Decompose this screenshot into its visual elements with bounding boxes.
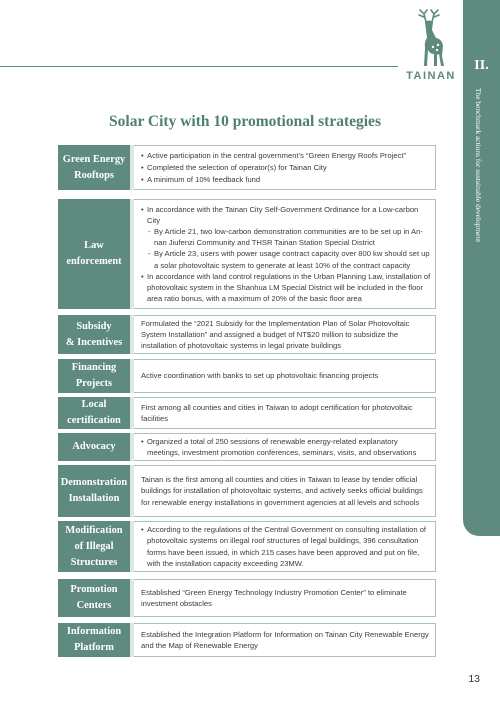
strategy-label: Advocacy bbox=[58, 433, 134, 461]
strategy-label: Financing Projects bbox=[58, 359, 134, 393]
content-text: Tainan is the first among all counties and cities in Taiwan to lease by tender official buildings for installation of photovoltaic systems, and actively seeks official buildings for renewable energy installations in government agencies at all levels and schools bbox=[141, 475, 423, 507]
strategy-label: Promotion Centers bbox=[58, 579, 134, 617]
strategy-label: Local certification bbox=[58, 397, 134, 429]
content-text: Formulated the “2021 Subsidy for the Implementation Plan of Solar Photovoltaic System Installation” and assigned a budget of NT$20 million to subsidize the installation of photovoltaic systems in legal private buildings bbox=[141, 318, 410, 351]
bullet-item: • In accordance with the Tainan City Self-Government Ordinance for a Low-carbon City bbox=[141, 204, 431, 226]
chapter-number: II. bbox=[474, 58, 489, 73]
chapter-title: The benchmark actions for sustainable development bbox=[474, 88, 483, 243]
sub-item: - By Article 23, users with power usage contract capacity over 800 kw should set up a solar photovoltaic system to generate at least 10% of the contract capacity bbox=[141, 248, 431, 270]
bullet-item: • Active participation in the central government’s “Green Energy Roofs Project” bbox=[141, 150, 431, 161]
strategy-content bbox=[134, 433, 436, 461]
strategy-content bbox=[134, 397, 436, 429]
strategy-row bbox=[58, 579, 436, 617]
strategy-row bbox=[58, 315, 436, 354]
strategy-label: Demonstration Installation bbox=[58, 465, 134, 517]
bullet-item: • According to the regulations of the Central Government on consulting installation of photovoltaic systems on illegal roof structures of legal buildings, 396 consultation forms have been issued, in which 215 cases have been approved and put on file, with the installation capacity exceeding 23MW. bbox=[141, 524, 431, 569]
strategy-row bbox=[58, 623, 436, 657]
strategy-row bbox=[58, 433, 436, 461]
content-text: Established “Green Energy Technology Industry Promotion Center” to eliminate investment obstacles bbox=[141, 587, 407, 608]
strategy-content bbox=[134, 465, 436, 517]
strategy-row bbox=[58, 199, 436, 309]
strategy-label: Green Energy Rooftops bbox=[58, 145, 134, 190]
content-text: Established the Integration Platform for Information on Tainan City Renewable Energy and the Map of Renewable Energy bbox=[141, 629, 429, 650]
sub-item: - By Article 21, two low-carbon demonstration communities are to be set up in An-nan Jiufenzi Community and THSR Tainan Station Special District bbox=[141, 226, 431, 248]
strategy-label: Modification of Illegal Structures bbox=[58, 521, 134, 572]
bullet-item: • Organized a total of 250 sessions of renewable energy-related explanatory meetings, investment promotion conferences, seminars, visits, and observations bbox=[141, 436, 431, 458]
strategy-label: Law enforcement bbox=[58, 199, 134, 309]
strategy-content bbox=[134, 359, 436, 393]
strategy-row bbox=[58, 465, 436, 517]
strategy-label: Subsidy & Incentives bbox=[58, 315, 134, 354]
page-number: 13 bbox=[468, 673, 480, 685]
chapter-tab bbox=[463, 0, 500, 536]
strategy-label: Information Platform bbox=[58, 623, 134, 657]
content-text: Active coordination with banks to set up photovoltaic financing projects bbox=[141, 371, 379, 381]
strategy-content bbox=[134, 145, 436, 190]
strategy-row bbox=[58, 145, 436, 190]
strategy-row bbox=[58, 397, 436, 429]
bullet-item: • A minimum of 10% feedback fund bbox=[141, 174, 431, 185]
bullet-item: • Completed the selection of operator(s) for Tainan City bbox=[141, 162, 431, 173]
strategy-content bbox=[134, 579, 436, 617]
header-rule bbox=[0, 66, 398, 67]
page-title: Solar City with 10 promotional strategies bbox=[109, 113, 381, 130]
strategy-content bbox=[134, 199, 436, 309]
strategy-row bbox=[58, 359, 436, 393]
logo-wordmark: TAINAN bbox=[406, 70, 456, 82]
strategy-content bbox=[134, 521, 436, 572]
content-text: First among all counties and cities in Taiwan to adopt certification for photovoltaic facilities bbox=[141, 402, 413, 423]
strategy-row bbox=[58, 521, 436, 572]
tainan-logo bbox=[402, 8, 460, 88]
strategy-content bbox=[134, 623, 436, 657]
strategy-content bbox=[134, 315, 436, 354]
deer-icon bbox=[412, 8, 450, 68]
bullet-item: • In accordance with land control regulations in the Urban Planning Law, installation of photovoltaic system in the Shanhua LM Special District will be included in the floor area ratio bonus, with a maximum of 20% of the basic floor area bbox=[141, 271, 431, 305]
